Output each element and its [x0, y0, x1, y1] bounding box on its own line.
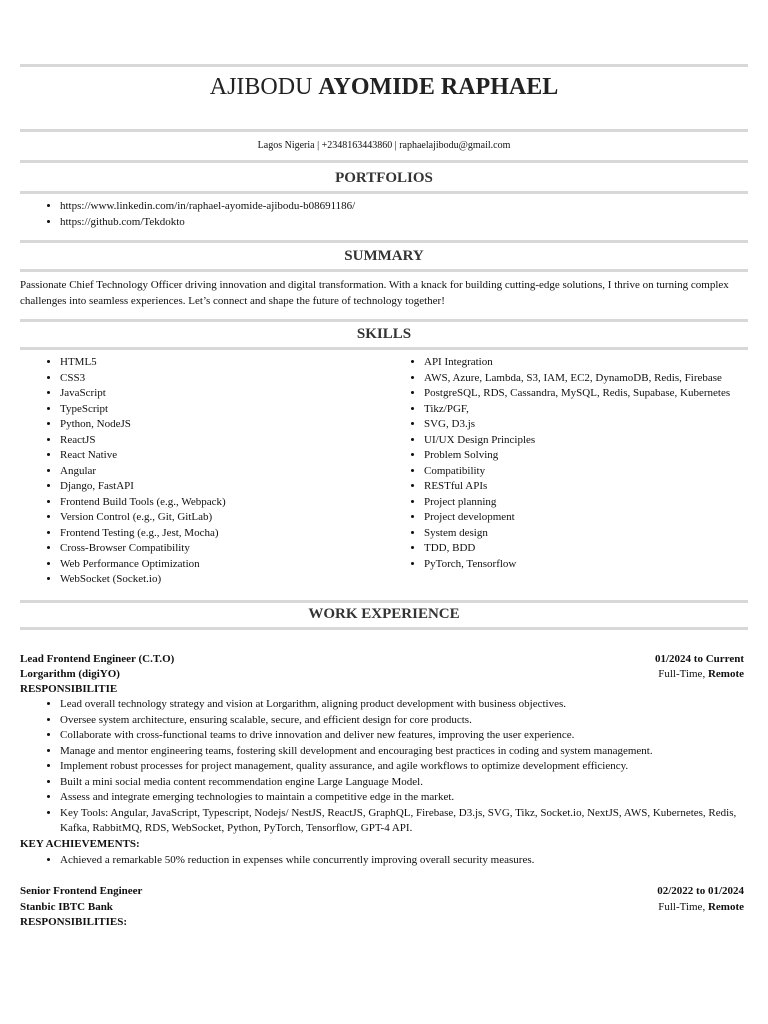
skill-item: • AWS, Azure, Lambda, S3, IAM, EC2, DynamoDB, Redis, Firebase [424, 371, 754, 387]
job-dates: 02/2022 to 01/2024 [657, 885, 744, 897]
skill-item: • Project planning [424, 495, 754, 511]
responsibility-item: • Assess and integrate emerging technologies to maintain a competitive edge in the market. [60, 790, 748, 806]
divider [20, 269, 748, 272]
skill-item: • Angular [60, 464, 380, 480]
skill-item: • RESTful APIs [424, 479, 754, 495]
skill-item: • PyTorch, Tensorflow [424, 557, 754, 573]
section-title-portfolios: PORTFOLIOS [335, 170, 433, 186]
skill-item: • Web Performance Optimization [60, 557, 380, 573]
section-title-work-experience: WORK EXPERIENCE [308, 606, 460, 622]
job-company-row [20, 900, 744, 916]
job-role: Senior Frontend Engineer [20, 885, 143, 897]
responsibility-item: • Collaborate with cross-functional teams to drive innovation and deliver new features, improving the user experience. [60, 728, 748, 744]
skill-item: • HTML5 [60, 355, 380, 371]
skill-item: • PostgreSQL, RDS, Cassandra, MySQL, Redis, Supabase, Kubernetes [424, 386, 754, 402]
candidate-name [20, 72, 748, 102]
responsibility-item: • Key Tools: Angular, JavaScript, Typescript, Nodejs/ NestJS, ReactJS, GraphQL, Firebase, D3.js, SVG, Tikz, Socket.io, NextJS, AWS, Kubernetes, Redis, Kafka, RabbitMQ, RDS, WebSocket, Python, PyTorch, Tensorflow, GPT-4 API. [60, 806, 748, 837]
skill-item: • Compatibility [424, 464, 754, 480]
achievements-list [20, 853, 748, 869]
responsibilities-list [20, 697, 748, 837]
skill-item: • API Integration [424, 355, 754, 371]
divider [20, 627, 748, 630]
responsibility-item: • Lead overall technology strategy and vision at Lorgarithm, aligning product development with business objectives. [60, 697, 748, 713]
section-title-summary: SUMMARY [344, 248, 424, 264]
contact-info: Lagos Nigeria | +2348163443860 | raphaelajibodu@gmail.com [257, 140, 511, 151]
skill-item: • Tikz/PGF, [424, 402, 754, 418]
responsibilities-label: RESPONSIBILITIES: [20, 916, 127, 928]
divider [20, 240, 748, 243]
skill-item: • Version Control (e.g., Git, GitLab) [60, 510, 380, 526]
skill-item: • Frontend Testing (e.g., Jest, Mocha) [60, 526, 380, 542]
skill-item: • UI/UX Design Principles [424, 433, 754, 449]
summary-text: Passionate Chief Technology Officer driving innovation and digital transformation. With a knack for building cutting-edge solutions, I thrive on turning complex challenges into seamless experiences. Let’s connect and shape the future of technology together! [20, 279, 729, 307]
first-name: AJIBODU [209, 74, 313, 100]
portfolio-list [20, 199, 748, 230]
job-header-row [20, 884, 744, 900]
job-employment-type: Full-Time, Remote [658, 901, 744, 913]
job-role: Lead Frontend Engineer (C.T.O) [20, 653, 175, 665]
skill-item: • TDD, BDD [424, 541, 754, 557]
skill-item: • Cross-Browser Compatibility [60, 541, 380, 557]
skill-item: • Django, FastAPI [60, 479, 380, 495]
skill-item: • TypeScript [60, 402, 380, 418]
skills-right-column [384, 355, 754, 572]
job-employment-type: Full-Time, Remote [658, 668, 744, 680]
skill-item: • System design [424, 526, 754, 542]
skill-item: • Python, NodeJS [60, 417, 380, 433]
skill-item: • WebSocket (Socket.io) [60, 572, 380, 588]
section-title-skills: SKILLS [356, 326, 412, 342]
job-company-row [20, 667, 744, 683]
portfolio-link-linkedin[interactable]: • https://www.linkedin.com/in/raphael-ayomide-ajibodu-b08691186/ [60, 199, 748, 215]
responsibility-item: • Implement robust processes for project management, quality assurance, and agile workflows to optimize development efficiency. [60, 759, 748, 775]
skill-item: • ReactJS [60, 433, 380, 449]
skill-item: • Problem Solving [424, 448, 754, 464]
responsibility-item: • Oversee system architecture, ensuring scalable, secure, and efficient design for core products. [60, 713, 748, 729]
last-name: AYOMIDE RAPHAEL [318, 74, 559, 100]
skills-left-column [20, 355, 380, 588]
job-company: Lorgarithm (digiYO) [20, 668, 120, 680]
portfolio-link-github[interactable]: • https://github.com/Tekdokto [60, 215, 748, 231]
job-company: Stanbic IBTC Bank [20, 901, 113, 913]
divider [20, 347, 748, 350]
skill-item: • Project development [424, 510, 754, 526]
job-header-row [20, 652, 744, 668]
divider [20, 160, 748, 163]
skill-item: • Frontend Build Tools (e.g., Webpack) [60, 495, 380, 511]
skill-item: • SVG, D3.js [424, 417, 754, 433]
responsibility-item: • Manage and mentor engineering teams, fostering skill development and encouraging best practices in coding and system management. [60, 744, 748, 760]
top-divider [20, 64, 748, 67]
key-achievements-label: KEY ACHIEVEMENTS: [20, 838, 140, 850]
achievement-item: • Achieved a remarkable 50% reduction in expenses while concurrently improving overall security measures. [60, 853, 748, 869]
divider [20, 191, 748, 194]
skill-item: • JavaScript [60, 386, 380, 402]
divider [20, 600, 748, 603]
job-dates: 01/2024 to Current [654, 653, 744, 665]
responsibility-item: • Built a mini social media content recommendation engine Large Language Model. [60, 775, 748, 791]
skill-item: • React Native [60, 448, 380, 464]
responsibilities-label: RESPONSIBILITIE [20, 683, 118, 695]
skill-item: • CSS3 [60, 371, 380, 387]
divider [20, 129, 748, 132]
divider [20, 319, 748, 322]
